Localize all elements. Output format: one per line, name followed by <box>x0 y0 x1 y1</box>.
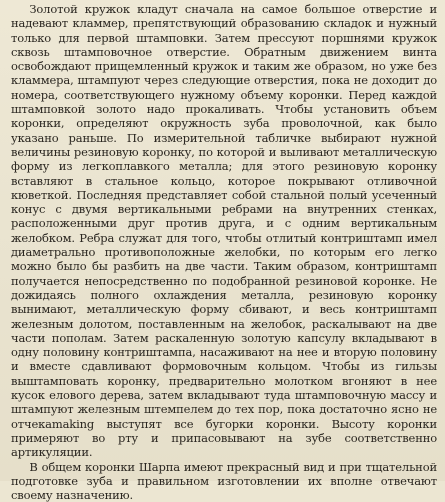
paragraph: Золотой кружок кладут сначала на самое большое отверстие и надевают кламмер, препятствующий образованию складок и нужный только для первой штамповки. Затем прессуют поршнями кружок сквозь штамповочное отверстие. Обратным движением винта освобождают прищемленный кружок и таким же образом, но уже без кламмера, штампуют через следующие отверстия, пока не доходит до номера, соответствующего нужному объему коронки. Перед каждой штамповкой золото надо прокаливать. Чтобы установить объем коронки, определяют окружность зуба проволочной, как было указано раньше. По измерительной табличке выбирают нужной величины резиновую коронку, по которой и выливают металлическую форму из легкоплавкого металла; для этого резиновую коронку вставляют в стальное кольцо, которое покрывают отливочной кюветкой. Последняя представляет собой стальной полый усеченный конус с двумя вертикальными ребрами на внутренних стенках, расположенными друг против друга, и с одним вертикальным желобком. Ребра служат для того, чтобы отлитый контриштамп имел диаметрально противоположные желобки, по которым его легко можно было бы разбить на две части. Таким образом, контриштамп получается непосредственно по подобранной резиновой коронке. Не дожидаясь полного охлаждения металла, резиновую коронку вынимают, металлическую форму сбивают, и весь контриштамп железным долотом, поставленным на желобок, раскалывают на две части пополам. Затем раскаленную золотую капсулу вкладывают в одну половину контриштампа, насаживают на нее и вторую половину и вместе сдавливают формовочным кольцом. Чтобы из гильзы выштамповать коронку, предварительно молотком вгоняют в нее кусок елового дерева, затем вкладывают туда штамповочную массу и штампуют железным штемпелем до тех пор, пока достаточно ясно не отчекаmaking выступят все бугорки коронки. Высоту коронки примеряют во рту и припасовывают на зубе соответственно артикуляции. <box>11 2 437 460</box>
paragraph: В общем коронки Шарпа имеют прекрасный вид и при тщательной подготовке зуба и правильном изготовлении их вполне отвечают своему назначению. <box>11 460 437 502</box>
body-text <box>11 2 437 502</box>
